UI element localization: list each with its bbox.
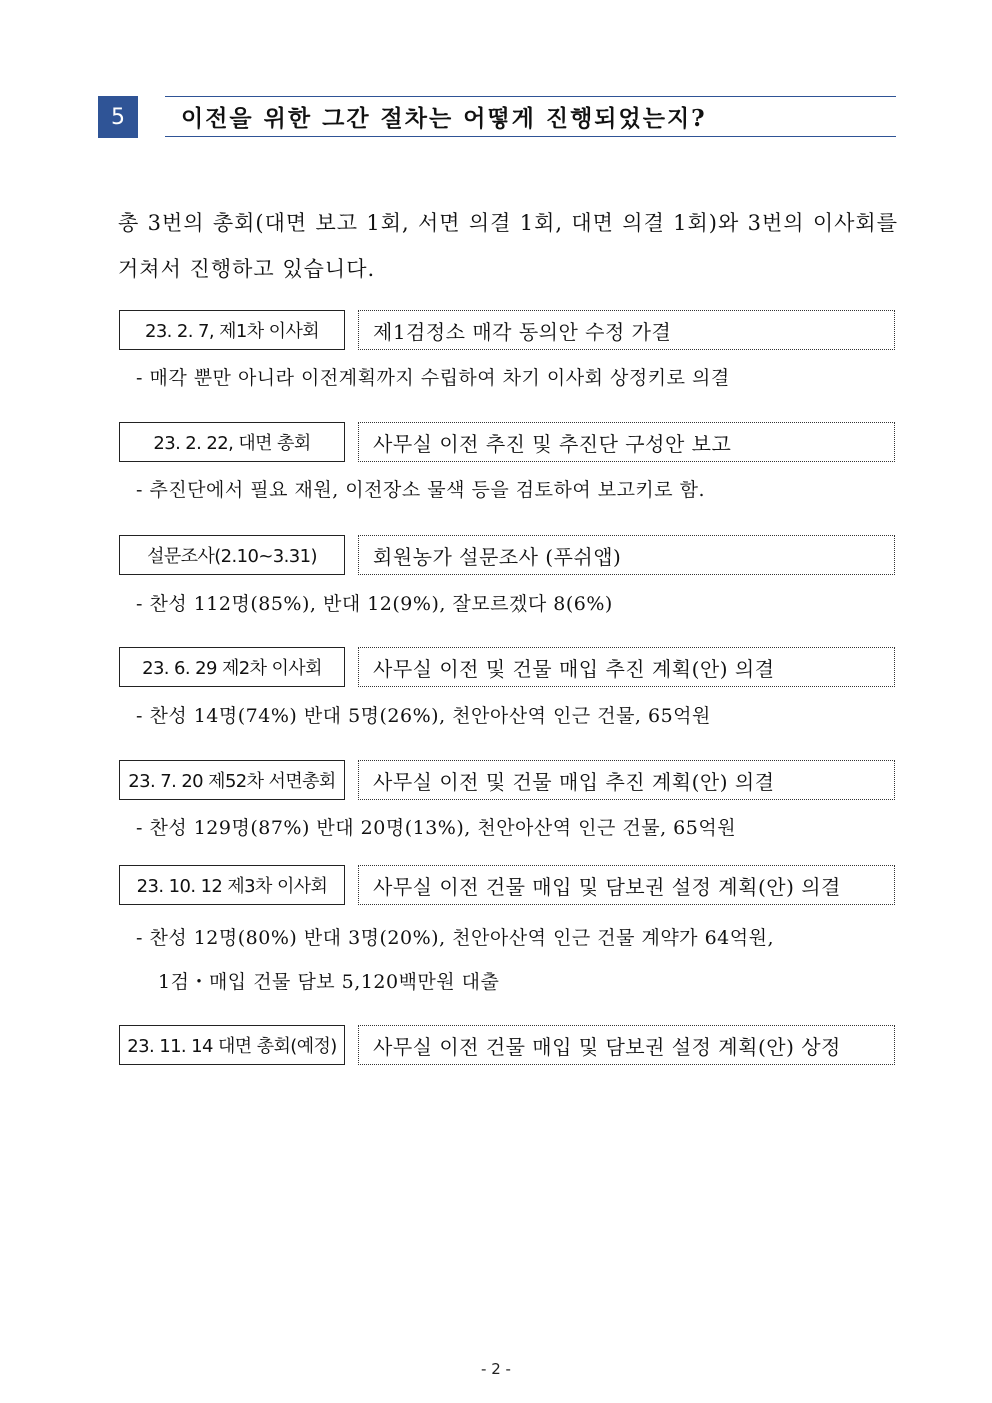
item-date-box: 설문조사(2.10~3.31) (119, 535, 345, 575)
item-agenda-box: 제1검정소 매각 동의안 수정 가결 (358, 310, 895, 350)
item-note: - 찬성 12명(80%) 반대 3명(20%), 천안아산역 인근 건물 계약가 64억원, (136, 927, 774, 949)
item-note: - 찬성 129명(87%) 반대 20명(13%), 천안아산역 인근 건물, 65억원 (136, 817, 737, 839)
section-number: 5 (98, 96, 138, 138)
page-number: - 2 - (481, 1360, 511, 1378)
item-agenda-box: 사무실 이전 건물 매입 및 담보권 설정 계획(안) 의결 (358, 865, 895, 905)
item-date-box: 23. 2. 22, 대면 총회 (119, 422, 345, 462)
item-note: - 매각 뿐만 아니라 이전계획까지 수립하여 차기 이사회 상정키로 의결 (136, 367, 730, 389)
item-agenda-box: 회원농가 설문조사 (푸쉬앱) (358, 535, 895, 575)
section-title: 이전을 위한 그간 절차는 어떻게 진행되었는지? (181, 105, 707, 132)
intro-paragraph: 총 3번의 총회(대면 보고 1회, 서면 의결 1회, 대면 의결 1회)와 3번의 이사회를 거쳐서 진행하고 있습니다. (118, 211, 898, 281)
item-note: - 찬성 112명(85%), 반대 12(9%), 잘모르겠다 8(6%) (136, 593, 613, 615)
item-agenda-box: 사무실 이전 추진 및 추진단 구성안 보고 (358, 422, 895, 462)
item-date-box: 23. 2. 7, 제1차 이사회 (119, 310, 345, 350)
item-agenda-box: 사무실 이전 건물 매입 및 담보권 설정 계획(안) 상정 (358, 1025, 895, 1065)
item-agenda-box: 사무실 이전 및 건물 매입 추진 계획(안) 의결 (358, 760, 895, 800)
item-date-box: 23. 11. 14 대면 총회(예정) (119, 1025, 345, 1065)
item-note: - 찬성 14명(74%) 반대 5명(26%), 천안아산역 인근 건물, 65억원 (136, 705, 711, 727)
item-note-continuation: 1검・매입 건물 담보 5,120백만원 대출 (158, 971, 500, 993)
item-date-box: 23. 7. 20 제52차 서면총회 (119, 760, 345, 800)
item-note: - 추진단에서 필요 재원, 이전장소 물색 등을 검토하여 보고키로 함. (136, 479, 706, 501)
item-date-box: 23. 6. 29 제2차 이사회 (119, 647, 345, 687)
item-agenda-box: 사무실 이전 및 건물 매입 추진 계획(안) 의결 (358, 647, 895, 687)
section-title-bar (165, 96, 896, 137)
item-date-box: 23. 10. 12 제3차 이사회 (119, 865, 345, 905)
